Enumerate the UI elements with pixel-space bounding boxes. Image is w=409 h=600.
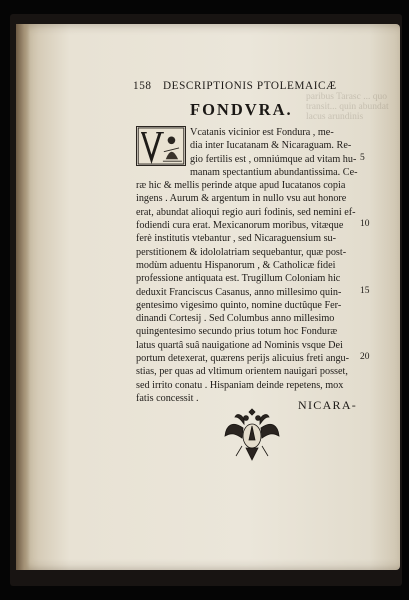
running-head <box>133 80 403 94</box>
text-line: ferè institutis vtebantur , sed Nicaraguensium su- <box>136 233 337 245</box>
text-line: dia inter Iucatanam & Nicaraguam. Re- <box>190 140 352 152</box>
text-line: stias, per quas ad vltimum orientem nauigari posset, <box>136 366 348 378</box>
margin-line-number: 5 <box>360 152 365 163</box>
text-line: manam spectantium abundantissima. Ce- <box>190 166 358 178</box>
text-line: gio fertilis est , omniúmque ad vitam hu- <box>190 153 357 165</box>
text-line: deduxit Franciscus Casanus, anno millesimo quin- <box>136 286 342 298</box>
margin-line-number: 15 <box>360 285 370 296</box>
page-gutter <box>16 24 30 570</box>
text-line: professione antiquata est. Trugillum Coloniam hic <box>136 273 341 285</box>
margin-line-number: 10 <box>360 219 370 230</box>
text-line: gentesimo vigesimo quinto, nomine ductûque Fer- <box>136 299 342 311</box>
text-line: ingens . Aurum & argentum in nullo vsu aut honore <box>136 193 347 205</box>
text-line: sed irrito conatu . Hispaniam deinde repetens, mox <box>136 379 344 391</box>
show-through-text: paribus Tarasc ... quo transit... quin abundat lacus arundinis <box>306 92 389 120</box>
text-line: erat, abundat alioqui regio auri fodinis, sed nemini ef- <box>136 206 356 218</box>
text-line: portum detexerat, quærens perijs alicuius freti angu- <box>136 353 350 365</box>
margin-line-number: 20 <box>360 352 370 363</box>
catchword: NICARA- <box>298 398 358 412</box>
page-number: 158 <box>133 80 152 92</box>
text-line: fatis concessit . <box>136 392 199 404</box>
text-line: perstitionem & idololatriam sequebantur, quæ post- <box>136 246 347 258</box>
text-line: modùm aduentu Hispanorum , & Catholicæ fidei <box>136 259 336 271</box>
text-line: latus quartâ suâ nauigatione ad Nominis vsque Dei <box>136 339 343 351</box>
text-line: dinandi Cortesij . Sed Columbus anno millesimo <box>136 313 335 325</box>
double-headed-eagle-ornament-icon <box>222 408 282 464</box>
chapter-title: FONDVRA. <box>190 100 293 119</box>
text-line: fodiendi cura erat. Mexicanorum moribus, vitæque <box>136 220 344 232</box>
running-head-title: DESCRIPTIONIS PTOLEMAICÆ <box>163 80 337 92</box>
text-line: quingentesimo secundo prius totum hoc Fonduræ <box>136 326 338 338</box>
body-text <box>136 126 364 405</box>
text-line: ræ hic & mellis perinde atque apud Iucatanos copia <box>136 180 346 192</box>
text-line: Vcatanis vicinior est Fondura , me- <box>190 127 334 138</box>
